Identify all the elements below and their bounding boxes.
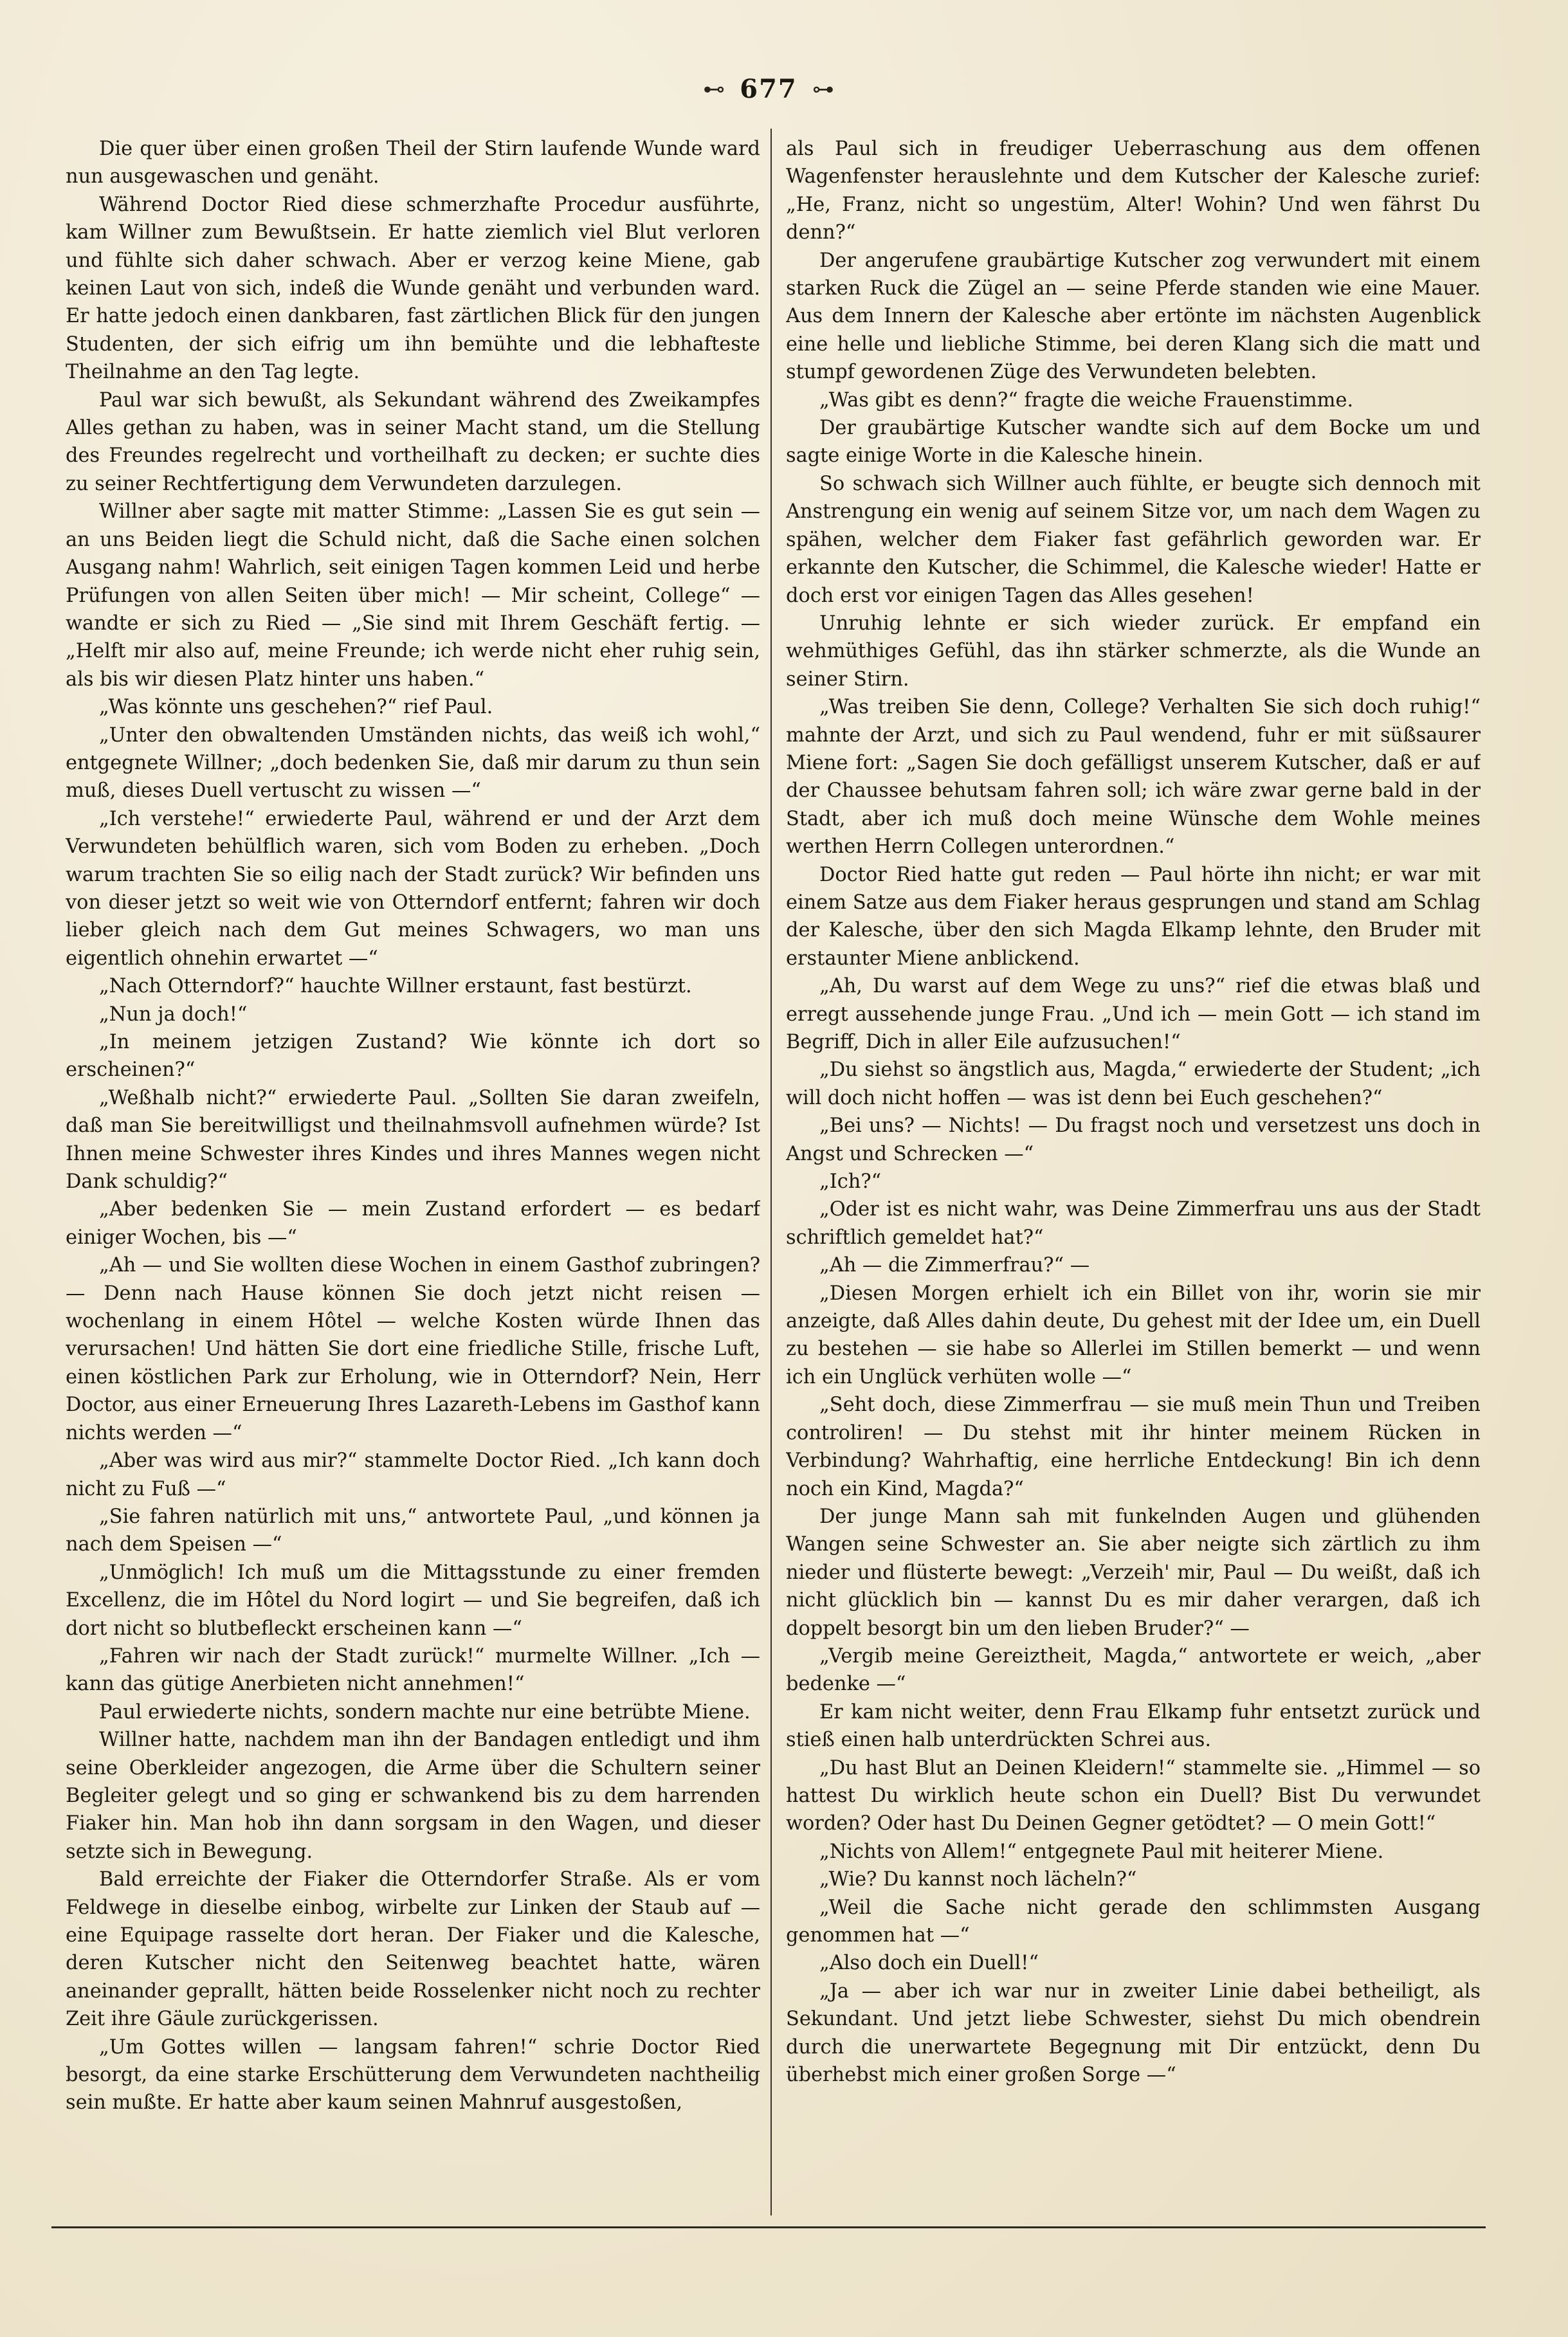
paragraph: Willner hatte, nachdem man ihn der Bandagen entledigt und ihm seine Oberkleider angezogen, die Arme über die Schultern seiner Begleiter gelegt und so ging er schwankend bis zu dem harrenden Fiaker hin. Man hob ihn dann sorgsam in den Wagen, und dieser setzte sich in Bewegung. [66,1729,760,1863]
paragraph: Er kam nicht weiter, denn Frau Elkamp fuhr entsetzt zurück und stieß einen halb unterdrückten Schrei aus. [786,1700,1481,1752]
paragraph: „Ich verstehe!“ erwiederte Paul, während er und der Arzt dem Verwundeten behülflich waren, sich vom Boden zu erheben. „Doch warum trachten Sie so eilig nach der Stadt zurück? Wir befinden uns von dieser jetzt so weit wie von Otterndorf entfernt; fahren wir doch lieber gleich nach dem Gut meines Schwagers, wo man uns eigentlich ohnehin erwartet —“ [66,807,760,970]
paragraph: „Diesen Morgen erhielt ich ein Billet von ihr, worin sie mir anzeigte, daß Alles dahin deute, Du gehest mit der Idee um, ein Duell zu bestehen — sie habe so Allerlei im Stillen bemerkt — und wenn ich ein Unglück verhüten wolle —“ [786,1282,1481,1388]
paragraph: „Seht doch, diese Zimmerfrau — sie muß mein Thun und Treiben controliren! — Du stehst mit ihr hinter meinem Rücken in Verbindung? Wahrhaftig, eine herrliche Entdeckung! Bin ich denn noch ein Kind, Magda?“ [786,1394,1481,1500]
paragraph: „Was könnte uns geschehen?“ rief Paul. [99,696,493,719]
paragraph: „Unmöglich! Ich muß um die Mittagsstunde zu einer fremden Excellenz, die im Hôtel du Nord logirt — und Sie begreifen, daß ich dort nicht so blutbefleckt erscheinen kann —“ [66,1561,760,1640]
paragraph: „Weßhalb nicht?“ erwiederte Paul. „Sollten Sie daran zweifeln, daß man Sie bereitwilligst und theilnahmsvoll aufnehmen würde? Ist Ihnen meine Schwester ihres Kindes und ihres Mannes wegen nicht Dank schuldig?“ [66,1086,760,1194]
paragraph: „Was treiben Sie denn, College? Verhalten Sie sich doch ruhig!“ mahnte der Arzt, und sich zu Paul wendend, fuhr er mit süßsaurer Miene fort: „Sagen Sie doch gefälligst unserem Kutscher, daß er auf der Chaussee behutsam fahren soll; ich wäre zwar gerne bald in der Stadt, aber ich muß doch meine Wünsche dem Wohle meines werthen Herrn Collegen unterordnen.“ [786,696,1481,859]
paragraph: „Ja — aber ich war nur in zweiter Linie dabei betheiligt, als Sekundant. Und jetzt liebe Schwester, siehst Du mich obendrein durch die unerwartete Begegnung mit Dir entzückt, denn Du überhebst mich einer großen Sorge —“ [786,1979,1481,2087]
paragraph: „Bei uns? — Nichts! — Du fragst noch und versetzest uns doch in Angst und Schrecken —“ [786,1114,1481,1165]
paragraph: „Nach Otterndorf?“ hauchte Willner erstaunt, fast bestürzt. [99,975,692,998]
right-column [786,135,1481,2212]
paragraph: „Oder ist es nicht wahr, was Deine Zimmerfrau uns aus der Stadt schriftlich gemeldet hat?“ [786,1198,1481,1249]
paragraph: „Sie fahren natürlich mit uns,“ antwortete Paul, „und können ja nach dem Speisen —“ [66,1505,760,1556]
paragraph: Unruhig lehnte er sich wieder zurück. Er empfand ein wehmüthiges Gefühl, das ihn stärker schmerzte, als die Wunde an seiner Stirn. [786,612,1481,691]
paragraph: Willner aber sagte mit matter Stimme: „Lassen Sie es gut sein — an uns Beiden liegt die Schuld nicht, daß die Sache einen solchen Ausgang nahm! Wahrlich, seit einigen Tagen kommen Leid und herbe Prüfungen von allen Seiten über mich! — Mir scheint, College“ — wandte er sich zu Ried — „Sie sind mit Ihrem Geschäft fertig. — „Helft mir also auf, meine Freunde; ich werde nicht eher ruhig sein, als bis wir diesen Platz hinter uns haben.“ [66,500,760,691]
bottom-rule [51,2226,1486,2228]
left-column [66,135,760,2212]
paragraph: „Fahren wir nach der Stadt zurück!“ murmelte Willner. „Ich — kann das gütige Anerbieten nicht annehmen!“ [66,1644,760,1696]
paragraph: Die quer über einen großen Theil der Stirn laufende Wunde ward nun ausgewaschen und genäht. [66,138,760,188]
paragraph: „Was gibt es denn?“ fragte die weiche Frauenstimme. [819,388,1354,412]
paragraph: „Weil die Sache nicht gerade den schlimmsten Ausgang genommen hat —“ [786,1896,1481,1947]
paragraph: Doctor Ried hatte gut reden — Paul hörte ihn nicht; er war mit einem Satze aus dem Fiaker heraus gesprungen und stand am Schlag der Kalesche, über den sich Magda Elkamp lehnte, den Bruder mit erstaunter Miene anblickend. [786,863,1481,970]
paragraph: Der graubärtige Kutscher wandte sich auf dem Bocke um und sagte einige Worte in die Kalesche hinein. [786,417,1481,468]
paragraph: „Ich?“ [819,1170,882,1194]
paragraph: „Du hast Blut an Deinen Kleidern!“ stammelte sie. „Himmel — so hattest Du wirklich heute schon ein Duell? Bist Du verwundet worden? Oder hast Du Deinen Gegner getödtet? — O mein Gott!“ [786,1756,1481,1835]
paragraph: So schwach sich Willner auch fühlte, er beugte sich dennoch mit Anstrengung ein wenig auf seinem Sitze vor, um nach dem Wagen zu spähen, welcher dem Fiaker fast gefährlich geworden war. Er erkannte den Kutscher, die Schimmel, die Kalesche wieder! Hatte er doch erst vor einigen Tagen das Alles gesehen! [786,472,1481,607]
paragraph: Paul war sich bewußt, als Sekundant während des Zweikampfes Alles gethan zu haben, was in seiner Macht stand, um die Stellung des Freundes regelrecht und vortheilhaft zu decken; er suchte dies zu seiner Rechtfertigung dem Verwundeten darzulegen. [66,388,760,495]
paragraph: „Unter den obwaltenden Umständen nichts, das weiß ich wohl,“ entgegnete Willner; „doch bedenken Sie, daß mir darum zu thun sein muß, dieses Duell vertuscht zu wissen —“ [66,723,760,803]
paragraph: Während Doctor Ried diese schmerzhafte Procedur ausführte, kam Willner zum Bewußtsein. Er hatte ziemlich viel Blut verloren und fühlte sich daher schwach. Aber er verzog keine Miene, gab keinen Laut von sich, indeß die Wunde genäht und verbunden ward. Er hatte jedoch einen dankbaren, fast zärtlichen Blick für den jungen Studenten, der sich eifrig um ihn bemühte und die lebhafteste Theilnahme an den Tag legte. [66,193,760,384]
paragraph: „Nun ja doch!“ [99,1003,248,1026]
paragraph: „Aber bedenken Sie — mein Zustand erfordert — es bedarf einiger Wochen, bis —“ [66,1198,760,1249]
paragraph: „Also doch ein Duell!“ [819,1952,1039,1975]
paragraph: „Wie? Du kannst noch lächeln?“ [819,1868,1137,1891]
paragraph: Paul erwiederte nichts, sondern machte nur eine betrübte Miene. [99,1700,751,1723]
paragraph: „In meinem jetzigen Zustand? Wie könnte ich dort so erscheinen?“ [66,1031,760,1082]
page-header [51,74,1486,125]
paragraph: „Du siehst so ängstlich aus, Magda,“ erwiederte der Student; „ich will doch nicht hoffen — was ist denn bei Euch geschehen?“ [786,1059,1481,1109]
paragraph: Der junge Mann sah mit funkelnden Augen und glühenden Wangen seine Schwester an. Sie aber neigte sich zärtlich zu ihm nieder und flüsterte bewegt: „Verzeih' mir, Paul — Du weißt, daß ich nicht glücklich bin — kannst Du es mir daher verargen, daß ich doppelt besorgt bin um den lieben Bruder?“ — [786,1505,1481,1640]
paragraph: „Nichts von Allem!“ entgegnete Paul mit heiterer Miene. [819,1840,1384,1863]
paragraph: Bald erreichte der Fiaker die Otterndorfer Straße. Als er vom Feldwege in dieselbe einbog, wirbelte zur Linken der Staub auf — eine Equipage rasselte dort heran. Der Fiaker und die Kalesche, deren Kutscher nicht den Seitenweg beachtet hatte, wären aneinander geprallt, hätten beide Rosselenker nicht noch zu rechter Zeit ihre Gäule zurückgerissen. [66,1868,760,2031]
right-ornament: ⊶ [812,77,834,102]
page-number: 677 [740,74,798,104]
paragraph: „Ah — die Zimmerfrau?“ — [819,1254,1090,1277]
paragraph: „Um Gottes willen — langsam fahren!“ schrie Doctor Ried besorgt, da eine starke Erschütterung dem Verwundeten nachtheilig sein mußte. Er hatte aber kaum seinen Mahnruf ausgestoßen, [66,2035,760,2114]
paragraph: Der angerufene graubärtige Kutscher zog verwundert mit einem starken Ruck die Zügel an — seine Pferde standen wie eine Mauer. Aus dem Innern der Kalesche aber ertönte im nächsten Augenblick eine helle und liebliche Stimme, bei deren Klang sich die matt und stumpf gewordenen Züge des Verwundeten belebten. [786,249,1481,384]
left-ornament: ⊷ [703,77,725,102]
paragraph: „Vergib meine Gereiztheit, Magda,“ antwortete er weich, „aber bedenke —“ [786,1644,1481,1696]
paragraph: „Ah — und Sie wollten diese Wochen in einem Gasthof zubringen? — Denn nach Hause können Sie doch jetzt nicht reisen — wochenlang in einem Hôtel — welche Kosten würde Ihnen das verursachen! Und hätten Sie dort eine friedliche Stille, frische Luft, einen köstlichen Park zur Erholung, wie in Otterndorf? Nein, Herr Doctor, aus einer Erneuerung Ihres Lazareth-Lebens im Gasthof kann nichts werden —“ [66,1254,760,1444]
column-divider [770,129,772,2215]
paragraph: „Aber was wird aus mir?“ stammelte Doctor Ried. „Ich kann doch nicht zu Fuß —“ [66,1450,760,1500]
paragraph: „Ah, Du warst auf dem Wege zu uns?“ rief die etwas blaß und erregt aussehende junge Frau. „Und ich — mein Gott — ich stand im Begriff, Dich in aller Eile aufzusuchen!“ [786,975,1481,1053]
paragraph: als Paul sich in freudiger Ueberraschung aus dem offenen Wagenfenster herauslehnte und dem Kutscher der Kalesche zurief: „He, Franz, nicht so ungestüm, Alter! Wohin? Und wen fährst Du denn?“ [786,138,1481,244]
